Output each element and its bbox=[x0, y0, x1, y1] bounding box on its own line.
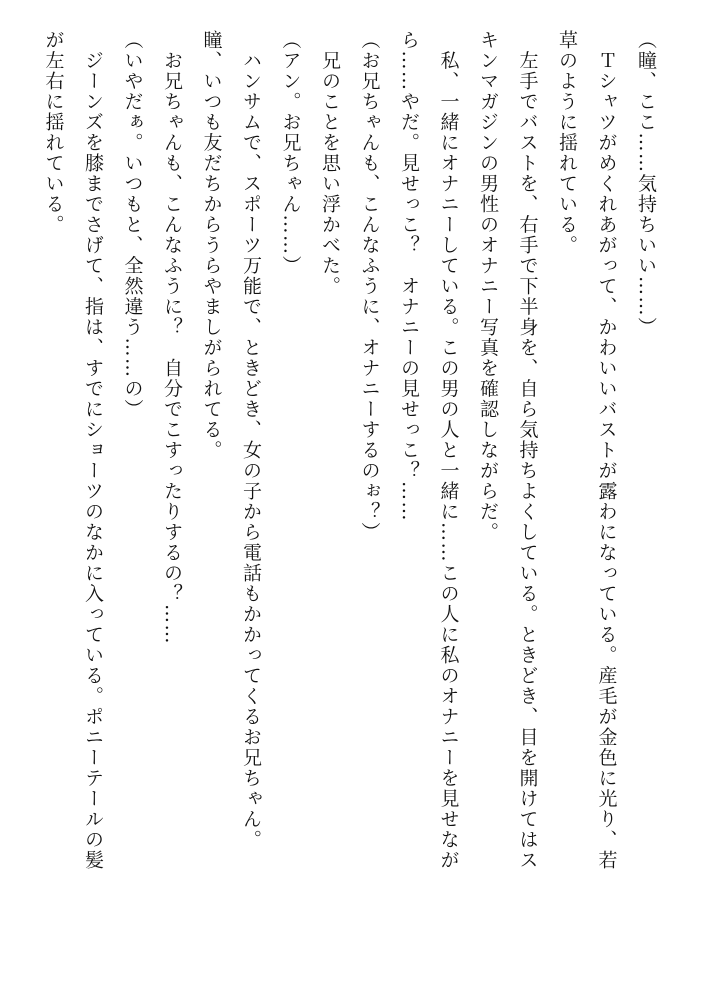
text-line: （いやだぁ。いつもと、全然違う……の） bbox=[121, 30, 144, 420]
text-line: お兄ちゃんも、こんなふうに？ 自分でこすったりするの？…… bbox=[161, 30, 183, 645]
text-line: （アン。お兄ちゃん……） bbox=[279, 30, 302, 276]
text-line: 兄のことを思い浮かべた。 bbox=[319, 30, 341, 297]
text-line: 左手でバストを、右手で下半身を、自ら気持ちよくしている。ときどき、目を開けてはス bbox=[516, 30, 539, 871]
text-line: 瞳、いつも友だちからうらやましがられてる。 bbox=[200, 30, 223, 461]
text-line: （瞳、ここ……気持ちいい……） bbox=[635, 30, 657, 338]
text-line: Ｔシャツがめくれあがって、かわいいバストが露わになっている。産毛が金色に光り、若 bbox=[595, 30, 618, 871]
text-line: ら……やだ。見せっこ？ オナニーの見せっこ？…… bbox=[398, 30, 420, 522]
text-line: キンマガジンの男性のオナニー写真を確認しながらだ。 bbox=[477, 30, 499, 543]
text-line: が左右に揺れている。 bbox=[42, 30, 65, 235]
text-line: （お兄ちゃんも、こんなふうに、オナニーするのぉ？） bbox=[358, 30, 381, 543]
text-line: 私、一緒にオナニーしている。この男の人と一緒に……この人に私のオナニーを見せなが bbox=[437, 30, 460, 871]
vertical-text-body bbox=[33, 30, 665, 980]
text-line: 草のように揺れている。 bbox=[556, 30, 578, 256]
text-line: ジーンズを膝までさげて、指は、すでにショーツのなかに入っている。ポニーテールの髪 bbox=[82, 30, 104, 871]
text-line: ハンサムで、スポーツ万能で、ときどき、女の子から電話もかかってくるお兄ちゃん。 bbox=[240, 30, 262, 850]
